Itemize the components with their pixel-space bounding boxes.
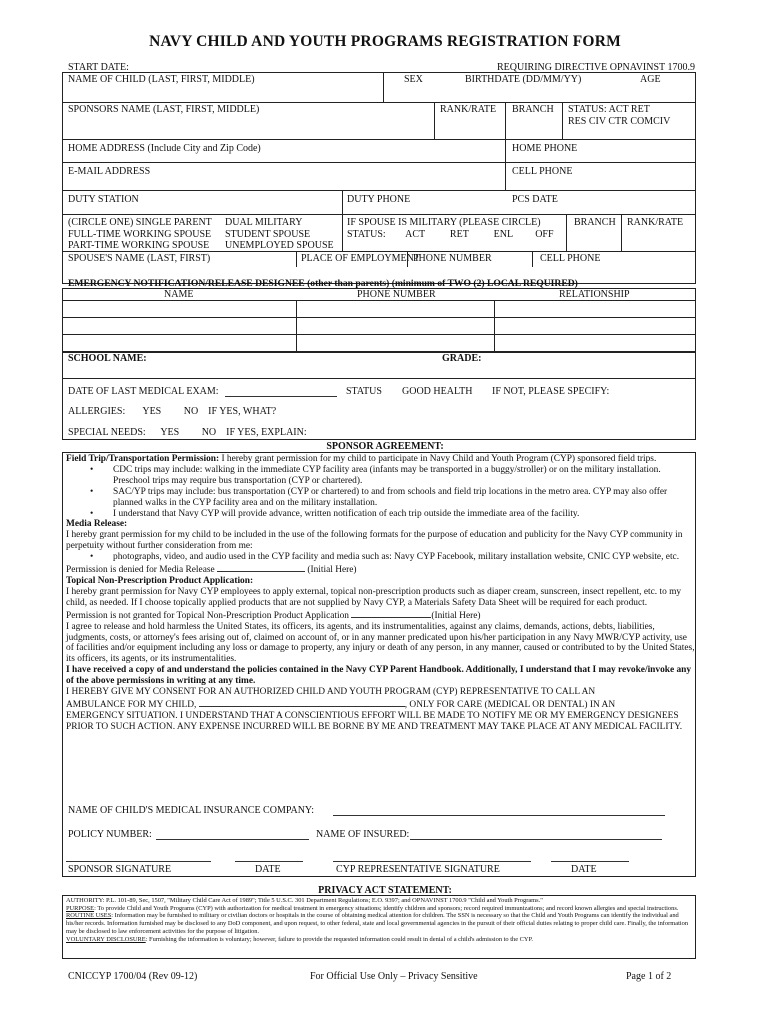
special-needs-field[interactable]: SPECIAL NEEDS: YES NO IF YES, EXPLAIN: [68,427,307,438]
notification-bullet: • I understand that Navy CYP will provide advance, written notification of each trip outside the immediate area of the facility. [66,509,696,520]
policy-number-label: POLICY NUMBER: [68,829,152,840]
sac-trips-bullet: • SAC/YP trips may include: bus transportation (CYP or chartered) to and from schools and field trip locations in the metro area. CYP may also offer planned walks in the CYP facility area and on the military installation. [66,487,696,509]
emergency-relationship-header: RELATIONSHIP [559,289,630,300]
policy-number-input[interactable] [156,839,309,840]
privacy-authority: AUTHORITY: P.L. 101-89, Sec, 1507, "Military Child Care Act of 1989"; Title 5 U.S.C. 301 Department Regulations; E.O. 9397; and OPNAVINST 1700.9 "Child and Youth Programs." [66,897,543,904]
topical-heading: Topical Non-Prescription Product Application: [66,575,254,586]
start-date-label: START DATE: [68,62,129,73]
form-title: NAVY CHILD AND YOUTH PROGRAMS REGISTRATION FORM [149,33,621,50]
topical-initial-label: (Initial Here) [431,610,481,621]
official-use-notice: For Official Use Only – Privacy Sensitive [310,971,478,982]
voluntary-label: VOLUNTARY DISCLOSURE [66,935,146,943]
place-of-employment-field[interactable]: PLACE OF EMPLOYMENT [301,253,420,264]
routine-uses-text: : Information may be furnished to military or civilian doctors or hospitals in the course of obtaining medical attention for children. The SSN is necessary so that the Child and Youth Programs can identify the individual and his/her records. Information furnished may be disclosed to any DoD component, and upon request, to other federal, state and local governmental agencies in the pursuit of their official duties relating to proper child care. Finally, the information may be disclosed to law enforcement activities for the purpose of litigation. [66,912,689,935]
cell-phone-field[interactable]: CELL PHONE [512,166,573,177]
circle-one-single-parent[interactable]: (CIRCLE ONE) SINGLE PARENT [68,217,212,228]
sponsor-signature-label: SPONSOR SIGNATURE [68,864,172,875]
topical-denied-label: Permission is not granted for Topical Non-Prescription Product Application [66,610,349,621]
cyp-signature-line[interactable] [333,861,531,862]
form-code: CNICCYP 1700/04 (Rev 09-12) [68,971,198,982]
privacy-text [66,897,696,943]
home-phone-field[interactable]: HOME PHONE [512,143,578,154]
if-not-specify-field[interactable]: IF NOT, PLEASE SPECIFY: [492,386,610,397]
sponsor-signature-line[interactable] [66,861,211,862]
routine-uses-label: ROUTINE USES [66,912,112,920]
purpose-label: PURPOSE [66,904,95,912]
status-line-1[interactable]: STATUS: ACT RET [568,104,650,115]
medical-exam-label: DATE OF LAST MEDICAL EXAM: [68,386,219,397]
emergency-row-1-name[interactable] [63,301,295,316]
emergency-phone-header: PHONE NUMBER [357,289,436,300]
directive-label: REQUIRING DIRECTIVE OPNAVINST 1700.9 [497,62,695,73]
sex-field[interactable]: SEX [404,74,423,85]
child-name-field[interactable]: NAME OF CHILD (LAST, FIRST, MIDDLE) [68,74,255,85]
spouse-phone-field[interactable]: PHONE NUMBER [413,253,492,264]
voluntary-text: : Furnishing the information is voluntary; however, failure to provide the requested information could result in denial of a child's admission to the CYP. [145,935,533,943]
consent-line-3: EMERGENCY SITUATION. I UNDERSTAND THAT A CONSCIENTIOUS EFFORT WILL BE MADE TO NOTIFY ME OR MY EMERGENCY DESIGNEES PRIOR TO SUCH ACTION. ANY EXPENSE INCURRED WILL BE BORNE BY ME AND TREATMENT MAY TAKE PLACE AT ANY MEDICAL FACILITY. [66,710,683,732]
good-health-option[interactable]: GOOD HEALTH [402,386,473,397]
part-time-option[interactable]: PART-TIME WORKING SPOUSE [68,240,210,251]
field-trip-heading: Field Trip/Transportation Permission: [66,454,220,464]
name-of-insured-label: NAME OF INSURED: [316,829,410,840]
home-address-field[interactable]: HOME ADDRESS (Include City and Zip Code) [68,143,261,154]
spouse-cell-field[interactable]: CELL PHONE [540,253,601,264]
sponsor-agreement-heading: SPONSOR AGREEMENT: [326,441,444,452]
media-initial-label: (Initial Here) [307,565,357,576]
rank-rate-field[interactable]: RANK/RATE [440,104,497,115]
spouse-rank-field[interactable]: RANK/RATE [627,217,684,228]
status-label: STATUS [346,386,382,397]
emergency-name-header: NAME [164,289,194,300]
page-number: Page 1 of 2 [626,971,672,982]
emergency-row-3-name[interactable] [63,335,295,351]
media-formats-bullet: • photographs, video, and audio used in the CYP facility and media such as: Navy CYP Facebook, military installation website, CNIC CYP website, etc. [66,552,696,563]
spouse-branch-field[interactable]: BRANCH [574,217,616,228]
consent-line-2b: , ONLY FOR CARE (MEDICAL OR DENTAL) IN AN [404,699,616,710]
email-field[interactable]: E-MAIL ADDRESS [68,166,151,177]
media-denied-label: Permission is denied for Media Release [66,565,215,576]
duty-phone-field[interactable]: DUTY PHONE [347,194,411,205]
handbook-text: I have received a copy of and understand the policies contained in the Navy CYP Parent Handbook. Additionally, I understand that I may revoke/invoke any of the above permissions in writing at any time. [66,665,692,687]
topical-initial-input[interactable] [351,609,431,618]
name-of-insured-input[interactable] [410,839,662,840]
status-line-2[interactable]: RES CIV CTR COMCIV [568,116,671,127]
dual-military-option[interactable]: DUAL MILITARY [225,217,303,228]
branch-field[interactable]: BRANCH [512,104,554,115]
consent-line-2a: AMBULANCE FOR MY CHILD, [66,699,197,710]
insurance-company-input[interactable] [333,815,665,816]
school-name-field[interactable]: SCHOOL NAME: [68,353,147,364]
medical-exam-input[interactable] [225,396,337,397]
spouse-status-options[interactable]: STATUS: ACT RET ENL OFF [347,229,554,240]
spouse-name-field[interactable]: SPOUSE'S NAME (LAST, FIRST) [68,253,211,264]
cyp-signature-label: CYP REPRESENTATIVE SIGNATURE [336,864,500,875]
full-time-option[interactable]: FULL-TIME WORKING SPOUSE [68,229,212,240]
student-spouse-option[interactable]: STUDENT SPOUSE [225,229,311,240]
child-name-consent-input[interactable] [199,698,405,707]
insurance-company-label: NAME OF CHILD'S MEDICAL INSURANCE COMPANY: [68,805,315,816]
cyp-date-label: DATE [571,864,597,875]
duty-station-field[interactable]: DUTY STATION [68,194,139,205]
topical-text: I hereby grant permission for Navy CYP employees to apply external, topical non-prescription products such as diaper cream, sunscreen, insect repellent, etc. to my child, as needed. If I choose topically applied products that are not supplied by Navy CYP, a Materials Safety Data Sheet will be required for each product. [66,586,682,608]
sponsor-name-field[interactable]: SPONSORS NAME (LAST, FIRST, MIDDLE) [68,104,260,115]
emergency-heading: EMERGENCY NOTIFICATION/RELEASE DESIGNEE (other than parents) (minimum of TWO (2) LOCAL REQUIRED) [68,278,578,289]
media-release-text: I hereby grant permission for my child to be included in the use of the following formats for the purpose of education and publicity for the Navy CYP community in perpetuity without further consideration from me: [66,530,683,552]
grade-field[interactable]: GRADE: [442,353,482,364]
agreement-text [66,454,696,733]
privacy-heading: PRIVACY ACT STATEMENT: [318,885,452,896]
cdc-trips-bullet: • CDC trips may include: walking in the immediate CYP facility area (infants may be transported in a buggy/stroller) or on the military installation. Preschool trips may require bus transportation (CYP or chartered). [66,465,696,487]
sponsor-date-label: DATE [255,864,281,875]
cyp-date-line[interactable] [551,861,629,862]
birthdate-field[interactable]: BIRTHDATE (DD/MM/YY) [465,74,582,85]
unemployed-option[interactable]: UNEMPLOYED SPOUSE [225,240,334,251]
consent-line-1: I HEREBY GIVE MY CONSENT FOR AN AUTHORIZED CHILD AND YOUTH PROGRAM (CYP) REPRESENTATIVE TO CALL AN [66,687,596,698]
emergency-row-2-name[interactable] [63,318,295,333]
pcs-date-field[interactable]: PCS DATE [512,194,558,205]
sponsor-date-line[interactable] [235,861,303,862]
media-release-heading: Media Release: [66,519,128,530]
release-text: I agree to release and hold harmless the United States, its officers, its agents, and its instrumentalities, against any claims, demands, actions, debts, liabilities, judgments, costs, or attorney's fees arising out of, claimed on account of, or in any manner predicated upon his/her participation in any Navy MWR/CYP activity, use of facilities and/or equipment including any loss or damage to property, any injury or death of any person, in any manner, caused or contributed to by the United States, its officers, its agents, or its instrumentalities. [66,621,695,665]
field-trip-text: I hereby grant permission for my child to participate in Navy Child and Youth Program (CYP) sponsored field trips. [219,454,657,464]
spouse-military-label: IF SPOUSE IS MILITARY (PLEASE CIRCLE) [347,217,541,228]
purpose-text: : To provide Child and Youth Programs (CYP) with authorization for medical treatment in emergency situations; identify children and sponsors; record required immunizations; and record known allergies and special instructions. [94,904,679,912]
media-initial-input[interactable] [217,563,305,572]
allergies-field[interactable]: ALLERGIES: YES NO IF YES, WHAT? [68,406,277,417]
age-field[interactable]: AGE [640,74,661,85]
